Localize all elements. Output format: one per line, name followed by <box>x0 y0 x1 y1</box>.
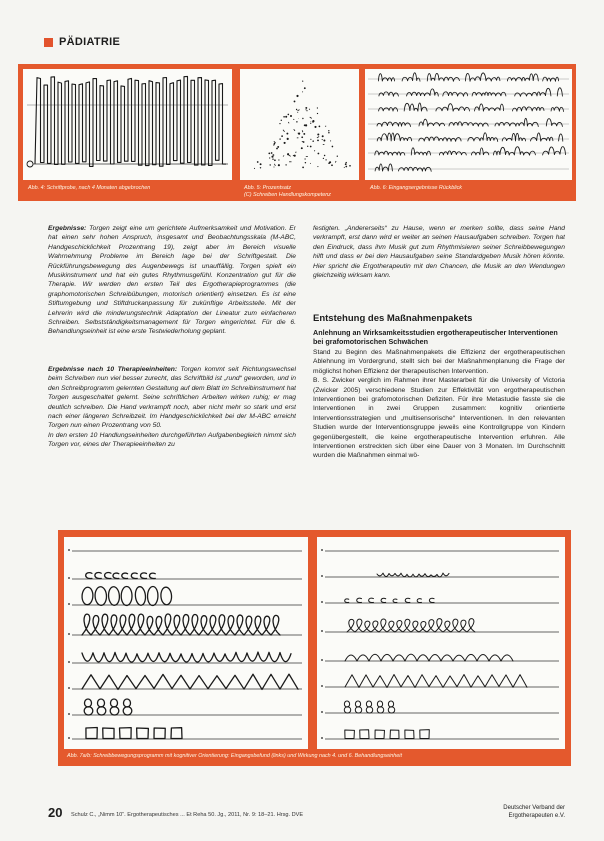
c-shape <box>345 599 349 603</box>
scatter-dot <box>293 119 294 120</box>
scatter-dot <box>278 159 279 160</box>
wave-chain <box>377 573 449 577</box>
scatter-dot <box>281 120 282 121</box>
oval-shape <box>135 586 147 605</box>
scatter-dot <box>286 133 288 135</box>
scatter-dot <box>317 166 318 167</box>
figure-strip-top <box>18 64 576 201</box>
c-shape <box>95 573 101 579</box>
handwritten-word <box>378 74 394 82</box>
scatter-dot <box>283 116 285 118</box>
case-study-continuation <box>313 224 565 308</box>
scatter-dot <box>305 162 306 163</box>
handwritten-word <box>471 148 488 155</box>
eight-top <box>84 699 91 707</box>
handwritten-word <box>379 108 398 112</box>
handwritten-word <box>402 73 420 81</box>
paragraph-text: In den ersten 10 Handlungseinheiten durchgeführten Aufgabenbegleich nimmt sich Torgen vor, eines der Therapieeinheiten zu <box>48 431 296 449</box>
eight-bottom <box>97 707 106 715</box>
figure-6-image <box>365 69 572 180</box>
square-shape <box>154 728 165 739</box>
scatter-dot <box>273 144 274 145</box>
scatter-dot <box>345 166 347 168</box>
figure-7b-image <box>317 537 565 749</box>
square-shape <box>375 730 384 739</box>
scatter-dot <box>285 116 287 118</box>
loop-chain <box>347 619 475 632</box>
scatter-dot <box>312 120 314 122</box>
handwritten-word <box>551 107 563 111</box>
section-subheading: Anlehnung an Wirksamkeitsstudien ergotherapeutischer Interventionen bei grafomotorischen Schwächen <box>313 328 558 346</box>
scatter-stroke <box>274 141 276 143</box>
scatter-stroke <box>294 129 295 131</box>
square-shape <box>345 730 355 739</box>
scatter-stroke <box>288 122 289 123</box>
publisher <box>503 804 565 820</box>
figure-7-frame <box>58 530 571 766</box>
scatter-dot <box>294 100 296 102</box>
eight-top <box>355 701 360 707</box>
square-shape <box>420 730 430 739</box>
scatter-dot <box>296 121 297 122</box>
oval-shape <box>108 586 120 605</box>
oval-shape <box>82 587 94 605</box>
c-shape <box>369 598 374 602</box>
scatter-dot <box>328 162 330 164</box>
scatter-dot <box>306 110 307 111</box>
oval-shape <box>95 586 107 605</box>
scatter-dot <box>271 156 273 158</box>
eight-bottom <box>366 707 372 713</box>
scatter-dot <box>314 150 315 151</box>
handwritten-word <box>419 119 445 126</box>
row-dot <box>68 661 70 663</box>
scatter-dot <box>346 162 347 163</box>
c-shape <box>381 598 386 602</box>
c-shape <box>393 599 397 603</box>
handwritten-word <box>407 89 439 96</box>
oval-shape <box>147 586 158 605</box>
dot-scatter-drawing <box>240 69 359 180</box>
scatter-dot <box>301 147 303 149</box>
scatter-dot <box>271 152 273 154</box>
eight-top <box>123 699 130 707</box>
scatter-stroke <box>283 156 284 157</box>
scatter-dot <box>323 140 325 142</box>
scatter-dot <box>344 167 345 168</box>
scatter-dot <box>257 161 259 163</box>
red-square-icon <box>44 38 53 47</box>
square-shape <box>171 728 182 739</box>
scatter-dot <box>302 141 303 142</box>
scatter-dot <box>277 146 279 148</box>
scatter-dot <box>317 140 319 142</box>
square-shape <box>120 728 132 739</box>
handwritten-word <box>375 164 392 171</box>
oval-shape <box>121 586 132 605</box>
writing-exercise-after-drawing <box>317 537 565 749</box>
paragraph-text: Torgen zeigt eine um gerichtete Aufmerksamkeit und Motivation. Er hat einen sehr hohen Anspruch, insgesamt und Beobachtungsskala (M-ABC, Handgeschicklichkeit Prozentrang 19), zeigt aber im Bereich visuelle Wahrnehmung Probleme im Bereich lage bei der Schriftgestalt. Die Rückführungsbewegung des Augenbewegs ist unauffällig. Torgen spielt ein Musikinstrument und hat ein gutes Rhythmusgefühl. Konzentration gut für die Therapie. Wir werden den ersten Teil des Ergotherapieprogrammes (die graphomotorischen Schreibübungen, motorisch orientiert) einsetzen. Es ist eine Stiftumgebung und Stiftdruckanpassung für zukünftige Arbeitsstelle. Mit der Lehrerin wird die minderungstechnik Adaptation der Lineatur zum einfacheren Schreiben. Selbstständigkeitsmanagement für Torgen eingerichtet. Für die 6. Behandlungseinheit ist eine erste Testwiederholung geplant. <box>48 225 296 336</box>
row-dot <box>321 601 323 603</box>
scatter-dot <box>310 123 311 124</box>
scatter-dot <box>285 164 286 165</box>
c-shape <box>105 573 111 579</box>
handwritten-word <box>495 118 538 126</box>
body-paragraph: B. S. Zwicker verglich im Rahmen ihrer Masterarbeit für die University of Victoria (Zwicker 2005) verschiedene Studien zur Effektivität von ergotherapeutischen Interventionen bei grafomotorischen Defiziten. Für ihre Metastudie fasste sie die Interventionen in zwei Gruppen zusammen: kognitiv orientierte Interventionsstrategien und „multisensorische“ Interventionen. In den relevanten Studien wurde der Interventionsgruppe jeweils eine Kontrollgruppe von Kindern gegenübergestellt, die keine ergotherapeutische Intervention erfuhren. Alle Interventionen erstreckten sich über eine Dauer von 3 Monaten. Im Durchschnitt wurden die Maßnahmen einmal wö- <box>313 377 565 460</box>
scatter-dot <box>260 167 261 168</box>
scatter-dot <box>274 159 276 161</box>
scatter-dot <box>349 165 351 167</box>
row-dot <box>321 711 323 713</box>
scatter-dot <box>287 153 289 155</box>
row-dot <box>68 687 70 689</box>
publisher-line-2: Ergotherapeuten e.V. <box>508 813 565 819</box>
scatter-dot <box>304 158 305 159</box>
eight-top <box>110 699 117 707</box>
scatter-dot <box>281 135 283 137</box>
scatter-dot <box>269 157 270 158</box>
square-shape <box>360 730 369 739</box>
row-dot <box>321 630 323 632</box>
row-dot <box>68 633 70 635</box>
eight-top <box>377 701 382 707</box>
scatter-stroke <box>317 137 319 138</box>
row-dot <box>321 575 323 577</box>
scatter-dot <box>303 133 305 135</box>
eight-top <box>388 701 393 707</box>
scatter-dot <box>302 167 304 169</box>
square-shape <box>86 728 97 739</box>
handwritten-word <box>475 104 504 111</box>
eight-bottom <box>110 707 119 715</box>
scatter-dot <box>301 136 303 138</box>
handwritten-word <box>377 122 411 126</box>
scatter-dot <box>304 87 306 89</box>
scatter-stroke <box>289 155 291 156</box>
scatter-dot <box>345 163 347 165</box>
body-paragraph: Stand zu Beginn des Maßnahmenpakets die Effizienz der ergotherapeutischen Ablehnung im Vordergrund, stellt sich bei der Maßnahmenplanung die Frage der möglichst hohen Effizienz der therapeutischen Intervention. <box>313 349 565 375</box>
scatter-dot <box>317 133 319 135</box>
publisher-line-1: Deutscher Verband der <box>503 805 565 811</box>
scatter-dot <box>302 81 303 82</box>
scatter-dot <box>254 168 255 169</box>
c-shape <box>405 598 410 602</box>
figure-7-caption: Abb. 7a/b: Schreibbewegungsprogramm mit kognitiver Orientierung: Eingangsbefund (links) und Wirkung nach 4. und 6. Behandlungseinheit <box>67 753 402 759</box>
scatter-dot <box>328 132 329 133</box>
scatter-dot <box>330 140 331 141</box>
scatter-dot <box>304 124 306 126</box>
scatter-dot <box>323 158 324 159</box>
c-shape <box>149 573 155 578</box>
page-number: 20 <box>48 805 63 820</box>
scatter-dot <box>269 164 270 165</box>
square-shape <box>137 728 149 739</box>
scatter-dot <box>324 155 325 156</box>
handwritten-word <box>419 137 461 142</box>
scatter-dot <box>284 142 286 144</box>
handwritten-word <box>465 73 500 82</box>
square-shape <box>405 730 414 739</box>
row-dot <box>321 737 323 739</box>
loop-chain <box>82 614 280 635</box>
scatter-stroke <box>302 130 303 132</box>
handwritten-word <box>515 88 551 96</box>
scatter-stroke <box>283 130 285 132</box>
handwritten-word <box>502 133 525 141</box>
case-study-paragraph-2 <box>48 365 296 525</box>
square-shape <box>103 728 114 739</box>
eight-bottom <box>123 707 132 715</box>
section-heading: Entstehung des Maßnahmenpakets <box>313 313 473 324</box>
scatter-dot <box>322 135 324 137</box>
figure-5-caption-line2: (C) Schreiben Handlungskompetenz <box>244 192 331 198</box>
handwritten-word <box>557 88 562 96</box>
eight-bottom <box>388 707 394 713</box>
handwriting-sample-drawing <box>365 69 572 180</box>
scatter-dot <box>331 164 333 166</box>
scatter-dot <box>310 139 311 140</box>
handwritten-word <box>546 119 562 127</box>
handwritten-word <box>494 147 536 156</box>
scatter-stroke <box>310 117 312 118</box>
wave-chain <box>82 652 291 662</box>
scatter-dot <box>302 91 303 92</box>
eight-bottom <box>355 707 361 713</box>
figure-6-caption: Abb. 6: Eingangsergebnisse Rückblick <box>370 185 462 191</box>
c-shape <box>86 573 92 579</box>
zigzag-line <box>345 674 527 687</box>
handwriting-trace-drawing <box>23 69 232 180</box>
figure-4-caption: Abb. 4: Schriftprobe, nach 4 Monaten abgebrochen <box>28 185 151 191</box>
handwritten-word <box>404 103 427 111</box>
scatter-dot <box>322 139 323 140</box>
figure-5-caption-line1: Abb. 5: Prozentsatz <box>244 185 292 191</box>
row-dot <box>68 603 70 605</box>
scatter-dot <box>272 158 273 159</box>
start-circle <box>27 161 33 167</box>
eight-bottom <box>344 707 350 713</box>
arch-chain <box>345 654 513 661</box>
scatter-dot <box>312 140 314 142</box>
handwritten-word <box>427 73 459 81</box>
figure-4-image <box>23 69 232 180</box>
handwritten-word <box>543 77 559 81</box>
paragraph-lead: Ergebnisse nach 10 Therapieeinheiten: <box>48 366 178 373</box>
scatter-dot <box>298 133 300 135</box>
scatter-dot <box>268 153 270 155</box>
c-shape <box>429 598 434 602</box>
eight-top <box>344 701 349 707</box>
scatter-dot <box>287 138 289 140</box>
scatter-dot <box>302 118 303 119</box>
section-header <box>44 36 120 48</box>
square-wave-trace <box>35 76 226 166</box>
scatter-dot <box>275 165 276 166</box>
handwritten-word <box>399 167 432 171</box>
scatter-dot <box>278 164 280 166</box>
scatter-dot <box>328 130 329 131</box>
scatter-dot <box>317 107 318 108</box>
row-dot <box>321 659 323 661</box>
handwritten-word <box>411 148 430 156</box>
c-shape <box>417 599 421 603</box>
scatter-dot <box>294 155 296 157</box>
citation: Schulz C., „Nimm 10“. Ergotherapeutisches ... Et Reha 50. Jg., 2011, Nr. 9: 18–21. Hrsg. DVE <box>71 812 304 818</box>
row-dot <box>321 685 323 687</box>
eight-bottom <box>84 707 93 715</box>
figure-7a-image <box>64 537 308 749</box>
row-dot <box>68 577 70 579</box>
scatter-stroke <box>335 161 336 163</box>
square-shape <box>390 730 399 739</box>
eight-bottom <box>377 707 383 713</box>
case-study-paragraph-1 <box>48 224 296 358</box>
scatter-dot <box>274 164 275 165</box>
scatter-dot <box>274 167 275 168</box>
c-shape <box>357 598 362 602</box>
row-dot <box>68 713 70 715</box>
scatter-dot <box>317 113 318 114</box>
row-dot <box>321 549 323 551</box>
scatter-dot <box>332 146 334 148</box>
paragraph-text: Torgen kommt seit Richtungswechsel beim Schreiben nun viel besser zurecht, das Schriftbild ist „rund“ geworden, und in den Schreibprogramm gelernten Gestaltung auf dem Blatt im Schreibinstrument hat Torgen ausgeschaltet gelernt. Seine schriftlichen Arbeiten wirken ruhig; er mag deutlich schreiben. Die Hand verkrampft noch, aber nicht mehr so stark und erst nach einer längeren Schreibzeit. Im Handgeschicklichkeit bei der M-ABC erreicht Torgen nun einen Prozentrang von 50. <box>48 366 296 430</box>
handwritten-word <box>543 147 566 155</box>
scatter-dot <box>296 95 298 97</box>
c-shape <box>122 573 128 578</box>
scatter-dot <box>276 148 278 150</box>
scatter-stroke <box>298 110 300 111</box>
c-shape <box>113 573 119 578</box>
oval-shape <box>160 587 172 605</box>
scatter-dot <box>337 156 338 157</box>
handwritten-word <box>559 134 563 141</box>
handwritten-word <box>436 104 470 112</box>
section-label: PÄDIATRIE <box>59 36 121 48</box>
scatter-dot <box>325 159 326 160</box>
handwritten-word <box>507 74 538 81</box>
section-body-text <box>313 348 565 525</box>
scatter-dot <box>279 123 280 124</box>
writing-exercise-before-drawing <box>64 537 308 749</box>
scatter-dot <box>310 146 312 148</box>
c-shape <box>131 573 137 578</box>
figure-5-image <box>240 69 359 180</box>
scatter-dot <box>319 126 321 128</box>
eight-top <box>366 701 371 707</box>
handwritten-word <box>377 133 412 141</box>
zigzag-line <box>82 674 298 689</box>
row-dot <box>68 737 70 739</box>
handwritten-word <box>468 133 498 142</box>
scatter-dot <box>305 109 306 110</box>
scatter-dot <box>314 126 316 128</box>
scatter-dot <box>317 153 319 155</box>
handwritten-word <box>531 133 553 141</box>
scatter-dot <box>290 115 292 117</box>
scatter-dot <box>305 107 307 109</box>
row-dot <box>68 549 70 551</box>
eight-top <box>97 699 104 707</box>
paragraph-text: festigten. „Andererseits“ zu Hause, wenn er merken sollte, dass seine Hand verkrampft, erst dann wird er weiter an seinen Hausaufgaben schreiben. Torgen hat den Eindruck, dass ihm Musik gut zum Rhythmisieren seiner Schreibbewegungen hilft und dass er bei den Hausaufgaben seine Standardgeben Musik hören könnte. Hier spricht die Ergotherapeutin mit den Chancen, die Musik an den Wendungen gleichzeitig wirksam kann. <box>313 225 565 280</box>
scatter-dot <box>288 114 290 116</box>
scatter-dot <box>279 138 280 139</box>
scatter-dot <box>296 109 297 110</box>
paragraph-lead: Ergebnisse: <box>48 225 87 232</box>
scatter-dot <box>303 141 305 143</box>
scatter-dot <box>260 163 262 165</box>
c-shape <box>141 573 147 579</box>
scatter-dot <box>307 146 308 147</box>
scatter-stroke <box>309 109 310 110</box>
